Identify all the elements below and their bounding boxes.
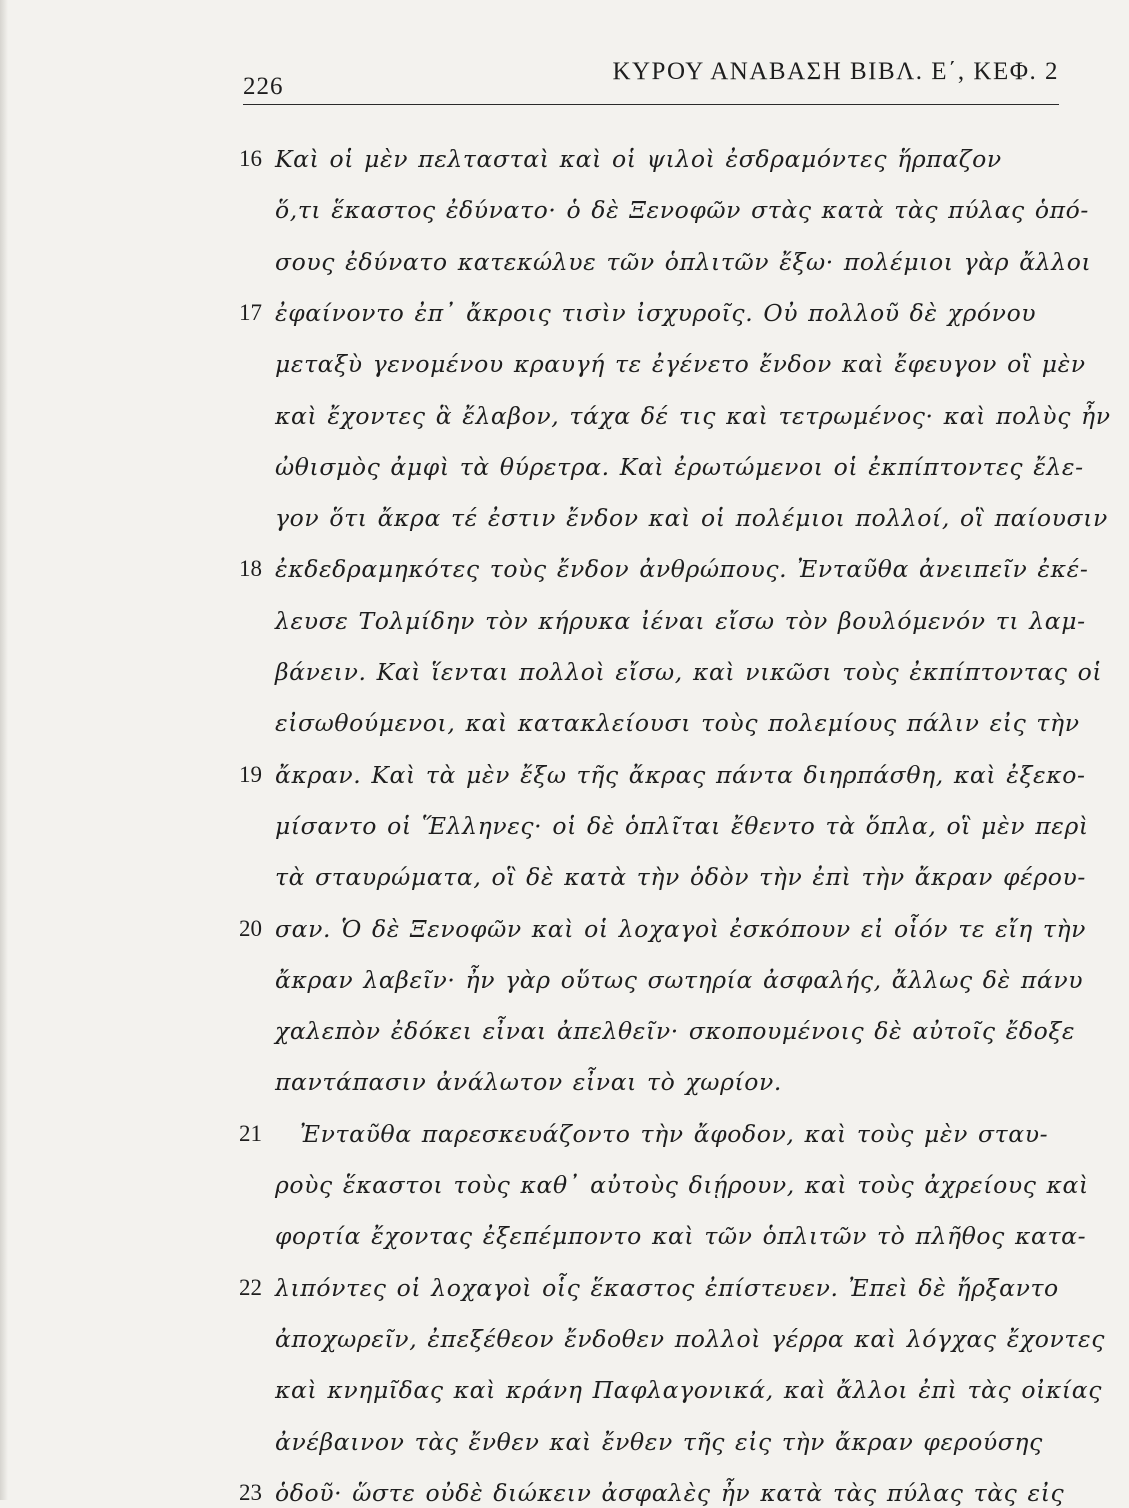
text-line: καὶ κνημῖδας καὶ κράνη Παφλαγονικά, καὶ ἄλλοι ἐπὶ τὰς οἰκίας xyxy=(275,1376,1102,1404)
text-line: γον ὅτι ἄκρα τέ ἐστιν ἔνδον καὶ οἱ πολέμιοι πολλοί, οἳ παίουσιν xyxy=(275,504,1108,532)
text-line: ὠθισμὸς ἀμφὶ τὰ θύρετρα. Καὶ ἐρωτώμενοι οἱ ἐκπίπτοντες ἔλε- xyxy=(275,453,1084,481)
text-line: ἐκδεδραμηκότες τοὺς ἔνδον ἀνθρώπους. Ἐνταῦθα ἀνειπεῖν ἐκέ- xyxy=(275,555,1089,583)
text-line: ροὺς ἕκαστοι τοὺς καθ᾽ αὐτοὺς διῄρουν, καὶ τοὺς ἀχρείους καὶ xyxy=(275,1171,1089,1199)
text-line: χαλεπὸν ἐδόκει εἶναι ἀπελθεῖν· σκοπουμένοις δὲ αὐτοῖς ἔδοξε xyxy=(275,1017,1076,1045)
section-number: 17 xyxy=(239,300,262,325)
text-line: βάνειν. Καὶ ἵενται πολλοὶ εἴσω, καὶ νικῶσι τοὺς ἐκπίπτοντας οἱ xyxy=(275,658,1103,686)
section-number: 18 xyxy=(239,556,262,581)
text-line: μίσαντο οἱ Ἕλληνες· οἱ δὲ ὁπλῖται ἔθεντο τὰ ὅπλα, οἳ μὲν περὶ xyxy=(275,812,1089,840)
text-line: ἄκραν λαβεῖν· ἦν γὰρ οὕτως σωτηρία ἀσφαλής, ἄλλως δὲ πάνυ xyxy=(275,966,1084,994)
running-title: ΚΥΡΟΥ ΑΝΑΒΑΣΗ ΒΙΒΛ. Ε΄, ΚΕΦ. 2 xyxy=(612,58,1059,85)
text-line: Ἐνταῦθα παρεσκευάζοντο τὴν ἄφοδον, καὶ τοὺς μὲν σταυ- xyxy=(300,1120,1049,1148)
text-line: Καὶ οἱ μὲν πελτασταὶ καὶ οἱ ψιλοὶ ἐσδραμόντες ἥρπαζον xyxy=(275,145,1002,173)
section-number: 19 xyxy=(239,762,262,787)
section-number: 16 xyxy=(239,146,262,171)
text-line: ἀποχωρεῖν, ἐπεξέθεον ἔνδοθεν πολλοὶ γέρρα καὶ λόγχας ἔχοντες xyxy=(275,1325,1106,1353)
text-line: λευσε Τολμίδην τὸν κήρυκα ἰέναι εἴσω τὸν βουλόμενόν τι λαμ- xyxy=(275,607,1086,635)
text-line: σους ἐδύνατο κατεκώλυε τῶν ὁπλιτῶν ἔξω· πολέμιοι γὰρ ἄλλοι xyxy=(275,248,1092,276)
text-line: εἰσωθούμενοι, καὶ κατακλείουσι τοὺς πολεμίους πάλιν εἰς τὴν xyxy=(275,709,1080,737)
text-line: ὁδοῦ· ὥστε οὐδὲ διώκειν ἀσφαλὲς ἦν κατὰ τὰς πύλας τὰς εἰς xyxy=(275,1479,1065,1507)
text-line: ἐφαίνοντο ἐπ᾽ ἄκροις τισὶν ἰσχυροῖς. Οὐ πολλοῦ δὲ χρόνου xyxy=(275,299,1037,327)
text-line: τὰ σταυρώματα, οἳ δὲ κατὰ τὴν ὁδὸν τὴν ἐπὶ τὴν ἄκραν φέρου- xyxy=(275,863,1086,891)
section-number: 22 xyxy=(239,1275,262,1300)
text-line: καὶ ἔχοντες ἃ ἔλαβον, τάχα δέ τις καὶ τετρωμένος· καὶ πολὺς ἦν xyxy=(275,402,1111,430)
text-line: φορτία ἔχοντας ἐξεπέμποντο καὶ τῶν ὁπλιτῶν τὸ πλῆθος κατα- xyxy=(275,1222,1087,1250)
text-line: λιπόντες οἱ λοχαγοὶ οἷς ἕκαστος ἐπίστευεν. Ἐπεὶ δὲ ἤρξαντο xyxy=(275,1274,1059,1302)
section-number: 20 xyxy=(239,916,262,941)
text-line: ὅ,τι ἕκαστος ἐδύνατο· ὁ δὲ Ξενοφῶν στὰς κατὰ τὰς πύλας ὁπό- xyxy=(275,196,1089,224)
text-line: ἄκραν. Καὶ τὰ μὲν ἔξω τῆς ἄκρας πάντα διηρπάσθη, καὶ ἐξεκο- xyxy=(275,761,1086,789)
text-line: σαν. Ὁ δὲ Ξενοφῶν καὶ οἱ λοχαγοὶ ἐσκόπουν εἰ οἷόν τε εἴη τὴν xyxy=(275,915,1087,943)
section-number: 23 xyxy=(239,1480,262,1505)
text-line: μεταξὺ γενομένου κραυγή τε ἐγένετο ἔνδον καὶ ἔφευγον οἳ μὲν xyxy=(275,350,1086,378)
text-line: παντάπασιν ἀνάλωτον εἶναι τὸ χωρίον. xyxy=(275,1068,783,1096)
page-number: 226 xyxy=(243,73,284,100)
text-line: ἀνέβαινον τὰς ἔνθεν καὶ ἔνθεν τῆς εἰς τὴν ἄκραν φερούσης xyxy=(275,1428,1043,1456)
section-number: 21 xyxy=(239,1121,262,1146)
